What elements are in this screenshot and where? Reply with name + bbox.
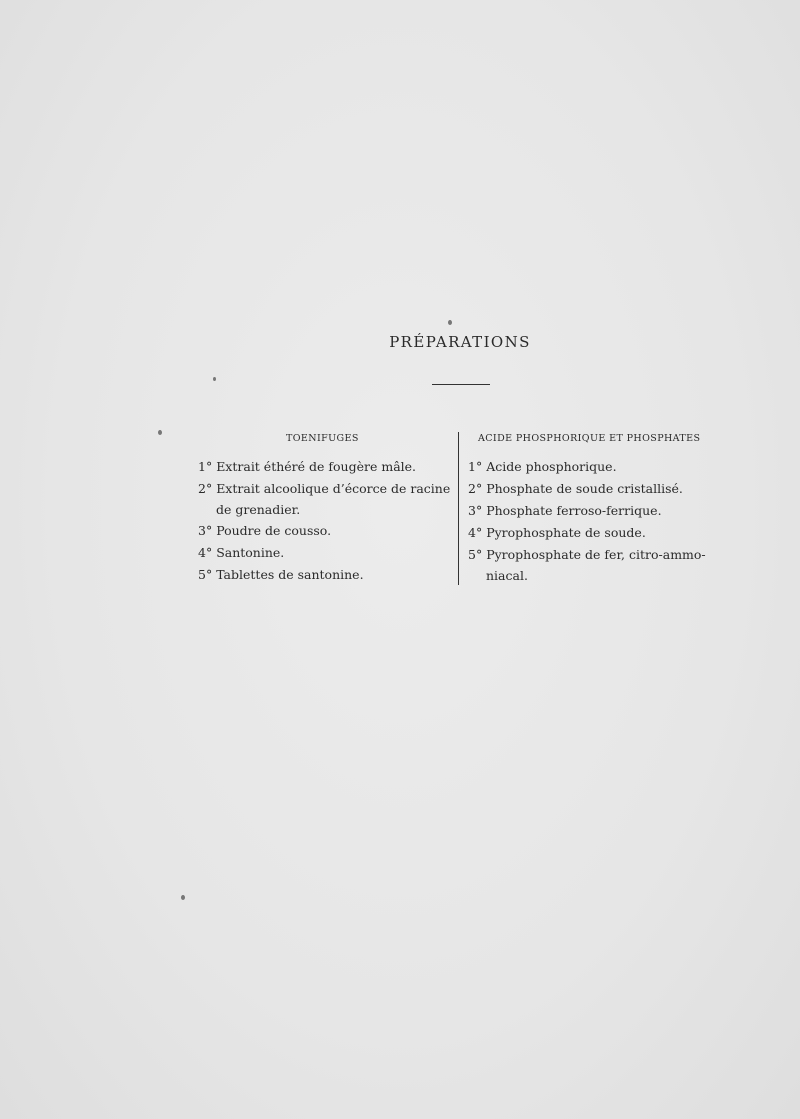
item-text: Santonine. — [216, 545, 285, 560]
right-column-heading: ACIDE PHOSPHORIQUE ET PHOSPHATES — [478, 433, 701, 444]
item-number: 3° — [468, 503, 483, 518]
item-text: Phosphate ferroso-ferrique. — [486, 503, 662, 518]
list-item — [468, 522, 720, 544]
list-item — [468, 478, 720, 500]
item-number: 5° — [198, 567, 213, 582]
ink-speck — [181, 895, 185, 900]
item-number: 2° — [198, 481, 213, 496]
item-text: Extrait éthéré de fougère mâle. — [216, 459, 417, 474]
item-continuation: de grenadier. — [216, 502, 301, 517]
title-rule — [432, 384, 490, 385]
left-column — [198, 433, 451, 586]
list-item — [468, 500, 720, 522]
item-text: Tablettes de santonine. — [216, 567, 364, 582]
list-item — [468, 544, 720, 566]
item-text: Extrait alcoolique d’écorce de racine — [216, 481, 451, 496]
item-text: Pyrophosphate de soude. — [486, 525, 646, 540]
list-item — [198, 542, 448, 564]
list-item — [198, 520, 448, 542]
right-column — [468, 433, 720, 586]
ink-speck — [158, 430, 162, 435]
item-number: 5° — [468, 547, 483, 562]
column-divider — [458, 432, 459, 585]
ink-speck — [213, 377, 216, 381]
list-item — [198, 478, 451, 500]
item-text: Poudre de cousso. — [216, 523, 332, 538]
item-text: Acide phosphorique. — [486, 459, 617, 474]
list-item — [468, 456, 720, 478]
item-text: Pyrophosphate de fer, citro-ammo- — [486, 547, 706, 562]
left-column-heading: TOENIFUGES — [286, 433, 359, 444]
list-item — [198, 456, 448, 478]
item-continuation: niacal. — [486, 568, 528, 583]
page-title: PRÉPARATIONS — [389, 333, 531, 351]
item-number: 1° — [468, 459, 483, 474]
item-number: 4° — [198, 545, 213, 560]
item-number: 2° — [468, 481, 483, 496]
item-number: 4° — [468, 525, 483, 540]
item-text: Phosphate de soude cristallisé. — [486, 481, 683, 496]
list-item — [198, 564, 448, 586]
ink-speck — [448, 320, 452, 325]
item-number: 1° — [198, 459, 213, 474]
item-number: 3° — [198, 523, 213, 538]
